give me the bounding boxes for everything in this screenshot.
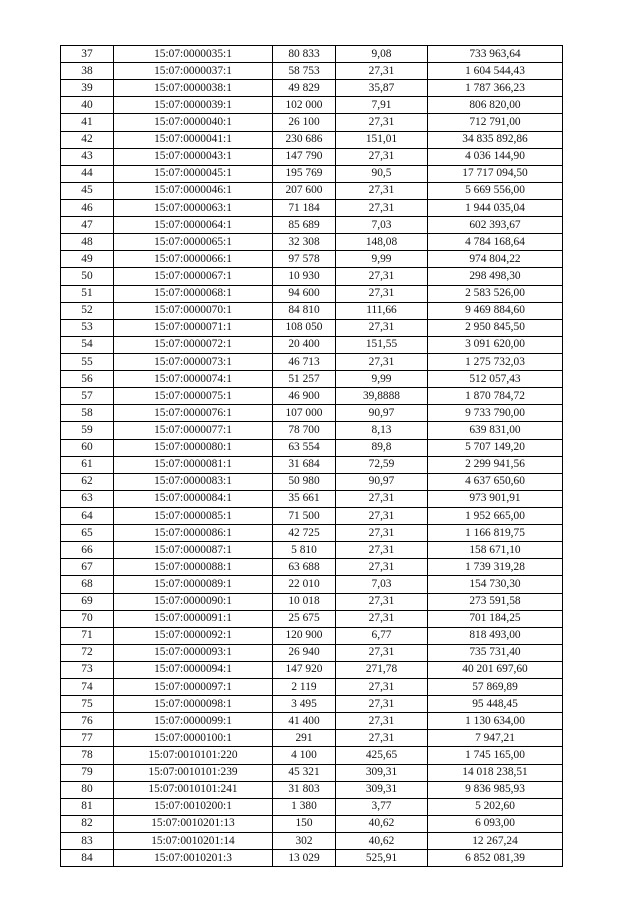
table-row	[61, 661, 563, 678]
cadastral-value-cell: 5 669 556,00	[428, 182, 563, 199]
area-cell: 78 700	[273, 422, 336, 439]
cadastral-value-cell: 2 583 526,00	[428, 285, 563, 302]
cadastral-value-cell: 6 093,00	[428, 815, 563, 832]
area-cell: 26 940	[273, 644, 336, 661]
cadastral-value-table	[60, 45, 563, 867]
cadastral-value-cell: 733 963,64	[428, 46, 563, 63]
cadastral-number-cell: 15:07:0000071:1	[114, 319, 273, 336]
cadastral-number-cell: 15:07:0000076:1	[114, 405, 273, 422]
table-row	[61, 182, 563, 199]
specific-value-cell: 6,77	[336, 627, 428, 644]
cadastral-value-cell: 712 791,00	[428, 114, 563, 131]
area-cell: 58 753	[273, 63, 336, 80]
cadastral-number-cell: 15:07:0010201:13	[114, 815, 273, 832]
specific-value-cell: 27,31	[336, 490, 428, 507]
specific-value-cell: 27,31	[336, 713, 428, 730]
row-number-cell: 50	[61, 268, 114, 285]
cadastral-number-cell: 15:07:0000091:1	[114, 610, 273, 627]
table-row	[61, 850, 563, 867]
table-row	[61, 559, 563, 576]
row-number-cell: 83	[61, 833, 114, 850]
row-number-cell: 61	[61, 456, 114, 473]
table-row	[61, 336, 563, 353]
table-row	[61, 730, 563, 747]
cadastral-value-cell: 6 852 081,39	[428, 850, 563, 867]
specific-value-cell: 309,31	[336, 781, 428, 798]
cadastral-number-cell: 15:07:0000070:1	[114, 302, 273, 319]
table-row	[61, 764, 563, 781]
cadastral-number-cell: 15:07:0000068:1	[114, 285, 273, 302]
area-cell: 42 725	[273, 525, 336, 542]
row-number-cell: 63	[61, 490, 114, 507]
specific-value-cell: 9,08	[336, 46, 428, 63]
row-number-cell: 48	[61, 234, 114, 251]
table-row	[61, 234, 563, 251]
area-cell: 10 930	[273, 268, 336, 285]
cadastral-number-cell: 15:07:0000046:1	[114, 182, 273, 199]
row-number-cell: 52	[61, 302, 114, 319]
cadastral-value-cell: 5 707 149,20	[428, 439, 563, 456]
specific-value-cell: 27,31	[336, 679, 428, 696]
row-number-cell: 40	[61, 97, 114, 114]
cadastral-value-cell: 7 947,21	[428, 730, 563, 747]
row-number-cell: 75	[61, 696, 114, 713]
cadastral-number-cell: 15:07:0000092:1	[114, 627, 273, 644]
row-number-cell: 44	[61, 165, 114, 182]
row-number-cell: 39	[61, 80, 114, 97]
cadastral-number-cell: 15:07:0000045:1	[114, 165, 273, 182]
cadastral-number-cell: 15:07:0000097:1	[114, 679, 273, 696]
specific-value-cell: 27,31	[336, 610, 428, 627]
cadastral-value-cell: 512 057,43	[428, 371, 563, 388]
row-number-cell: 55	[61, 353, 114, 370]
cadastral-value-cell: 639 831,00	[428, 422, 563, 439]
cadastral-number-cell: 15:07:0010101:239	[114, 764, 273, 781]
cadastral-value-cell: 9 733 790,00	[428, 405, 563, 422]
cadastral-number-cell: 15:07:0000075:1	[114, 388, 273, 405]
table-row	[61, 610, 563, 627]
table-row	[61, 353, 563, 370]
specific-value-cell: 27,31	[336, 114, 428, 131]
specific-value-cell: 27,31	[336, 542, 428, 559]
row-number-cell: 71	[61, 627, 114, 644]
cadastral-value-cell: 2 299 941,56	[428, 456, 563, 473]
cadastral-value-cell: 158 671,10	[428, 542, 563, 559]
table-row	[61, 165, 563, 182]
row-number-cell: 41	[61, 114, 114, 131]
cadastral-value-cell: 9 469 884,60	[428, 302, 563, 319]
row-number-cell: 81	[61, 798, 114, 815]
table-row	[61, 285, 563, 302]
cadastral-number-cell: 15:07:0010101:241	[114, 781, 273, 798]
table-row	[61, 815, 563, 832]
table-row	[61, 199, 563, 216]
cadastral-number-cell: 15:07:0000037:1	[114, 63, 273, 80]
cadastral-value-cell: 735 731,40	[428, 644, 563, 661]
specific-value-cell: 7,03	[336, 576, 428, 593]
row-number-cell: 78	[61, 747, 114, 764]
area-cell: 94 600	[273, 285, 336, 302]
specific-value-cell: 27,31	[336, 268, 428, 285]
area-cell: 4 100	[273, 747, 336, 764]
specific-value-cell: 39,8888	[336, 388, 428, 405]
row-number-cell: 60	[61, 439, 114, 456]
cadastral-number-cell: 15:07:0000064:1	[114, 217, 273, 234]
cadastral-value-cell: 298 498,30	[428, 268, 563, 285]
specific-value-cell: 90,5	[336, 165, 428, 182]
specific-value-cell: 8,13	[336, 422, 428, 439]
row-number-cell: 53	[61, 319, 114, 336]
specific-value-cell: 7,91	[336, 97, 428, 114]
table-row	[61, 80, 563, 97]
specific-value-cell: 27,31	[336, 353, 428, 370]
cadastral-number-cell: 15:07:0000063:1	[114, 199, 273, 216]
row-number-cell: 64	[61, 507, 114, 524]
cadastral-value-cell: 95 448,45	[428, 696, 563, 713]
table-row	[61, 627, 563, 644]
specific-value-cell: 35,87	[336, 80, 428, 97]
cadastral-number-cell: 15:07:0000099:1	[114, 713, 273, 730]
cadastral-number-cell: 15:07:0000074:1	[114, 371, 273, 388]
row-number-cell: 74	[61, 679, 114, 696]
table-row	[61, 371, 563, 388]
cadastral-value-cell: 9 836 985,93	[428, 781, 563, 798]
area-cell: 13 029	[273, 850, 336, 867]
specific-value-cell: 27,31	[336, 730, 428, 747]
table-row	[61, 781, 563, 798]
table-row	[61, 456, 563, 473]
cadastral-value-cell: 701 184,25	[428, 610, 563, 627]
cadastral-number-cell: 15:07:0000080:1	[114, 439, 273, 456]
specific-value-cell: 27,31	[336, 199, 428, 216]
cadastral-value-cell: 602 393,67	[428, 217, 563, 234]
table-row	[61, 388, 563, 405]
cadastral-number-cell: 15:07:0000090:1	[114, 593, 273, 610]
table-row	[61, 644, 563, 661]
specific-value-cell: 271,78	[336, 661, 428, 678]
area-cell: 20 400	[273, 336, 336, 353]
cadastral-number-cell: 15:07:0010101:220	[114, 747, 273, 764]
row-number-cell: 73	[61, 661, 114, 678]
specific-value-cell: 27,31	[336, 63, 428, 80]
specific-value-cell: 27,31	[336, 593, 428, 610]
cadastral-number-cell: 15:07:0000038:1	[114, 80, 273, 97]
row-number-cell: 84	[61, 850, 114, 867]
table-row	[61, 97, 563, 114]
cadastral-value-cell: 14 018 238,51	[428, 764, 563, 781]
cadastral-number-cell: 15:07:0000043:1	[114, 148, 273, 165]
area-cell: 107 000	[273, 405, 336, 422]
table-row	[61, 525, 563, 542]
specific-value-cell: 27,31	[336, 696, 428, 713]
table-row	[61, 473, 563, 490]
row-number-cell: 45	[61, 182, 114, 199]
cadastral-value-cell: 4 637 650,60	[428, 473, 563, 490]
row-number-cell: 76	[61, 713, 114, 730]
specific-value-cell: 89,8	[336, 439, 428, 456]
cadastral-number-cell: 15:07:0000087:1	[114, 542, 273, 559]
cadastral-number-cell: 15:07:0000083:1	[114, 473, 273, 490]
cadastral-value-cell: 57 869,89	[428, 679, 563, 696]
area-cell: 41 400	[273, 713, 336, 730]
area-cell: 46 713	[273, 353, 336, 370]
cadastral-number-cell: 15:07:0000085:1	[114, 507, 273, 524]
table-row	[61, 405, 563, 422]
row-number-cell: 37	[61, 46, 114, 63]
area-cell: 51 257	[273, 371, 336, 388]
row-number-cell: 65	[61, 525, 114, 542]
cadastral-number-cell: 15:07:0000040:1	[114, 114, 273, 131]
cadastral-number-cell: 15:07:0000093:1	[114, 644, 273, 661]
table-row	[61, 542, 563, 559]
specific-value-cell: 27,31	[336, 182, 428, 199]
row-number-cell: 49	[61, 251, 114, 268]
cadastral-value-cell: 154 730,30	[428, 576, 563, 593]
cadastral-value-cell: 1 952 665,00	[428, 507, 563, 524]
specific-value-cell: 151,55	[336, 336, 428, 353]
area-cell: 195 769	[273, 165, 336, 182]
cadastral-value-cell: 17 717 094,50	[428, 165, 563, 182]
specific-value-cell: 148,08	[336, 234, 428, 251]
area-cell: 63 554	[273, 439, 336, 456]
cadastral-number-cell: 15:07:0000100:1	[114, 730, 273, 747]
row-number-cell: 80	[61, 781, 114, 798]
specific-value-cell: 27,31	[336, 525, 428, 542]
area-cell: 31 684	[273, 456, 336, 473]
cadastral-value-cell: 2 950 845,50	[428, 319, 563, 336]
table-row	[61, 114, 563, 131]
area-cell: 108 050	[273, 319, 336, 336]
table-row	[61, 798, 563, 815]
cadastral-number-cell: 15:07:0000084:1	[114, 490, 273, 507]
specific-value-cell: 40,62	[336, 815, 428, 832]
cadastral-value-cell: 34 835 892,86	[428, 131, 563, 148]
specific-value-cell: 151,01	[336, 131, 428, 148]
table-row	[61, 63, 563, 80]
cadastral-value-cell: 974 804,22	[428, 251, 563, 268]
cadastral-number-cell: 15:07:0010201:3	[114, 850, 273, 867]
table-row	[61, 251, 563, 268]
area-cell: 84 810	[273, 302, 336, 319]
cadastral-value-cell: 1 604 544,43	[428, 63, 563, 80]
row-number-cell: 57	[61, 388, 114, 405]
cadastral-value-cell: 4 036 144,90	[428, 148, 563, 165]
specific-value-cell: 72,59	[336, 456, 428, 473]
specific-value-cell: 7,03	[336, 217, 428, 234]
cadastral-number-cell: 15:07:0000067:1	[114, 268, 273, 285]
area-cell: 230 686	[273, 131, 336, 148]
table-row	[61, 217, 563, 234]
area-cell: 97 578	[273, 251, 336, 268]
cadastral-number-cell: 15:07:0000086:1	[114, 525, 273, 542]
cadastral-number-cell: 15:07:0000077:1	[114, 422, 273, 439]
area-cell: 302	[273, 833, 336, 850]
table-row	[61, 747, 563, 764]
specific-value-cell: 27,31	[336, 285, 428, 302]
table-row	[61, 268, 563, 285]
area-cell: 45 321	[273, 764, 336, 781]
area-cell: 10 018	[273, 593, 336, 610]
specific-value-cell: 27,31	[336, 507, 428, 524]
area-cell: 207 600	[273, 182, 336, 199]
area-cell: 85 689	[273, 217, 336, 234]
specific-value-cell: 9,99	[336, 251, 428, 268]
specific-value-cell: 3,77	[336, 798, 428, 815]
area-cell: 120 900	[273, 627, 336, 644]
table-row	[61, 679, 563, 696]
area-cell: 25 675	[273, 610, 336, 627]
cadastral-value-cell: 3 091 620,00	[428, 336, 563, 353]
row-number-cell: 70	[61, 610, 114, 627]
cadastral-number-cell: 15:07:0010200:1	[114, 798, 273, 815]
row-number-cell: 46	[61, 199, 114, 216]
row-number-cell: 68	[61, 576, 114, 593]
area-cell: 2 119	[273, 679, 336, 696]
table-row	[61, 490, 563, 507]
table-body	[61, 46, 563, 867]
row-number-cell: 47	[61, 217, 114, 234]
cadastral-value-cell: 806 820,00	[428, 97, 563, 114]
cadastral-number-cell: 15:07:0000094:1	[114, 661, 273, 678]
cadastral-value-cell: 1 870 784,72	[428, 388, 563, 405]
table-row	[61, 713, 563, 730]
table-row	[61, 46, 563, 63]
row-number-cell: 79	[61, 764, 114, 781]
cadastral-number-cell: 15:07:0000039:1	[114, 97, 273, 114]
row-number-cell: 72	[61, 644, 114, 661]
row-number-cell: 82	[61, 815, 114, 832]
cadastral-value-cell: 1 739 319,28	[428, 559, 563, 576]
cadastral-number-cell: 15:07:0000073:1	[114, 353, 273, 370]
cadastral-value-cell: 818 493,00	[428, 627, 563, 644]
area-cell: 80 833	[273, 46, 336, 63]
area-cell: 46 900	[273, 388, 336, 405]
table-row	[61, 422, 563, 439]
cadastral-number-cell: 15:07:0000089:1	[114, 576, 273, 593]
area-cell: 150	[273, 815, 336, 832]
row-number-cell: 66	[61, 542, 114, 559]
row-number-cell: 62	[61, 473, 114, 490]
cadastral-value-cell: 1 275 732,03	[428, 353, 563, 370]
row-number-cell: 69	[61, 593, 114, 610]
row-number-cell: 43	[61, 148, 114, 165]
cadastral-value-cell: 12 267,24	[428, 833, 563, 850]
row-number-cell: 54	[61, 336, 114, 353]
table-row	[61, 148, 563, 165]
specific-value-cell: 9,99	[336, 371, 428, 388]
specific-value-cell: 90,97	[336, 405, 428, 422]
cadastral-number-cell: 15:07:0000041:1	[114, 131, 273, 148]
row-number-cell: 38	[61, 63, 114, 80]
specific-value-cell: 27,31	[336, 319, 428, 336]
table-row	[61, 131, 563, 148]
specific-value-cell: 27,31	[336, 559, 428, 576]
area-cell: 102 000	[273, 97, 336, 114]
row-number-cell: 51	[61, 285, 114, 302]
table-row	[61, 576, 563, 593]
cadastral-value-cell: 1 166 819,75	[428, 525, 563, 542]
specific-value-cell: 111,66	[336, 302, 428, 319]
row-number-cell: 42	[61, 131, 114, 148]
cadastral-value-cell: 1 130 634,00	[428, 713, 563, 730]
row-number-cell: 59	[61, 422, 114, 439]
area-cell: 49 829	[273, 80, 336, 97]
specific-value-cell: 90,97	[336, 473, 428, 490]
cadastral-number-cell: 15:07:0000035:1	[114, 46, 273, 63]
cadastral-value-cell: 4 784 168,64	[428, 234, 563, 251]
row-number-cell: 77	[61, 730, 114, 747]
cadastral-value-cell: 5 202,60	[428, 798, 563, 815]
specific-value-cell: 425,65	[336, 747, 428, 764]
area-cell: 1 380	[273, 798, 336, 815]
table-row	[61, 507, 563, 524]
cadastral-number-cell: 15:07:0000065:1	[114, 234, 273, 251]
table-row	[61, 319, 563, 336]
cadastral-number-cell: 15:07:0000081:1	[114, 456, 273, 473]
area-cell: 71 184	[273, 199, 336, 216]
cadastral-number-cell: 15:07:0010201:14	[114, 833, 273, 850]
area-cell: 50 980	[273, 473, 336, 490]
row-number-cell: 58	[61, 405, 114, 422]
cadastral-number-cell: 15:07:0000098:1	[114, 696, 273, 713]
cadastral-number-cell: 15:07:0000066:1	[114, 251, 273, 268]
table-row	[61, 593, 563, 610]
area-cell: 147 790	[273, 148, 336, 165]
specific-value-cell: 27,31	[336, 644, 428, 661]
area-cell: 22 010	[273, 576, 336, 593]
area-cell: 32 308	[273, 234, 336, 251]
cadastral-value-cell: 1 745 165,00	[428, 747, 563, 764]
specific-value-cell: 27,31	[336, 148, 428, 165]
area-cell: 291	[273, 730, 336, 747]
cadastral-value-cell: 40 201 697,60	[428, 661, 563, 678]
cadastral-value-cell: 1 944 035,04	[428, 199, 563, 216]
table-row	[61, 302, 563, 319]
area-cell: 5 810	[273, 542, 336, 559]
table-row	[61, 696, 563, 713]
area-cell: 63 688	[273, 559, 336, 576]
area-cell: 31 803	[273, 781, 336, 798]
cadastral-value-cell: 1 787 366,23	[428, 80, 563, 97]
row-number-cell: 56	[61, 371, 114, 388]
specific-value-cell: 525,91	[336, 850, 428, 867]
specific-value-cell: 40,62	[336, 833, 428, 850]
table-row	[61, 439, 563, 456]
area-cell: 3 495	[273, 696, 336, 713]
area-cell: 147 920	[273, 661, 336, 678]
table-row	[61, 833, 563, 850]
cadastral-number-cell: 15:07:0000088:1	[114, 559, 273, 576]
area-cell: 71 500	[273, 507, 336, 524]
cadastral-value-cell: 273 591,58	[428, 593, 563, 610]
area-cell: 35 661	[273, 490, 336, 507]
specific-value-cell: 309,31	[336, 764, 428, 781]
cadastral-number-cell: 15:07:0000072:1	[114, 336, 273, 353]
row-number-cell: 67	[61, 559, 114, 576]
area-cell: 26 100	[273, 114, 336, 131]
cadastral-value-cell: 973 901,91	[428, 490, 563, 507]
